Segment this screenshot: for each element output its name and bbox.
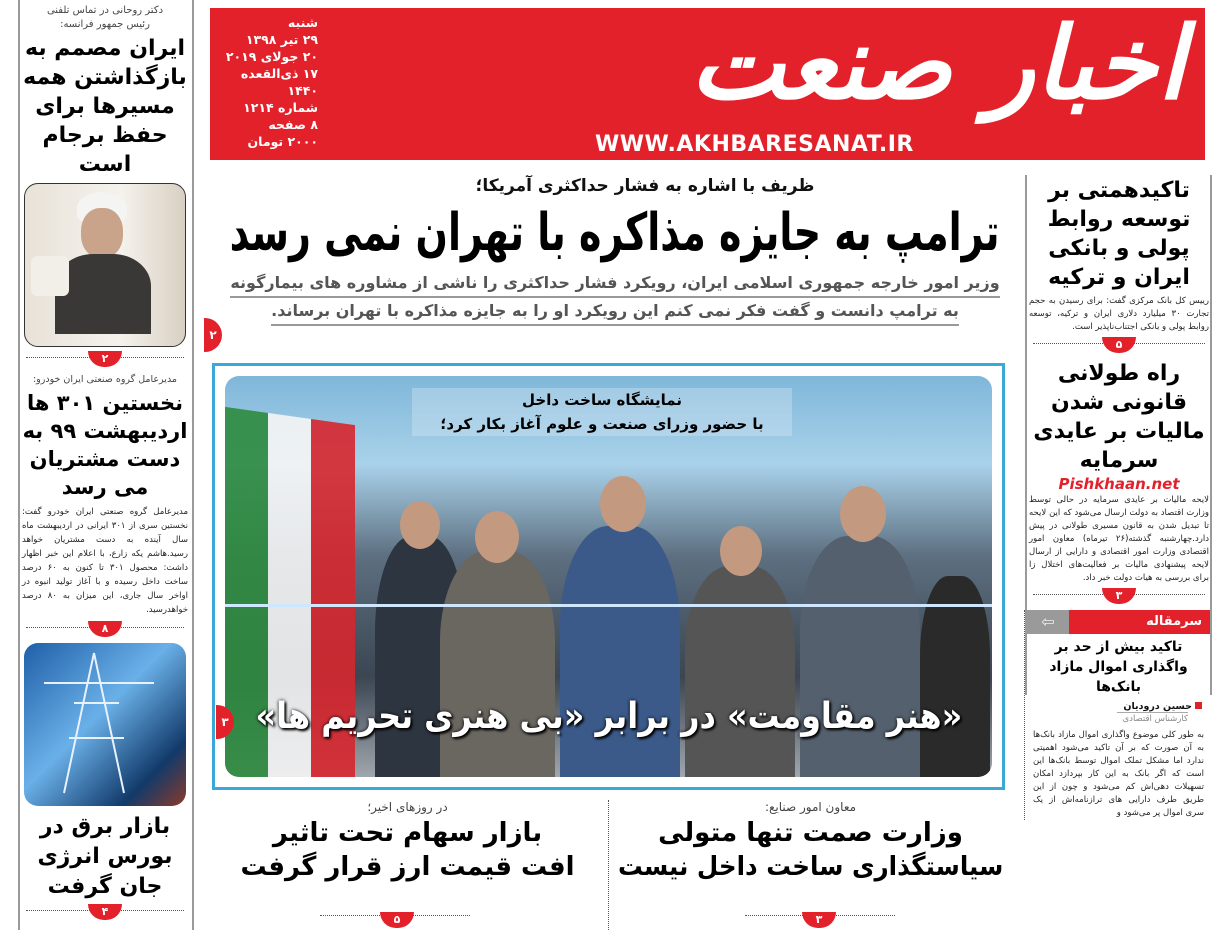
page-ref[interactable]: ۳ xyxy=(802,912,836,928)
website-url[interactable]: WWW.AKHBARESANAT.IR xyxy=(595,132,914,157)
headline: راه طولانی قانونی شدن مالیات بر عایدی سرمایه xyxy=(1033,361,1205,473)
page-ref[interactable]: ۳ xyxy=(216,705,234,739)
caption-kicker: نمایشگاه ساخت داخل xyxy=(522,391,682,409)
editorial-header xyxy=(1027,610,1210,634)
headline-row xyxy=(215,850,600,884)
column-rule xyxy=(18,0,20,930)
article-body: رییس کل بانک مرکزی گفت: برای رسیدن به حجم تجارت ۳۰ میلیارد دلاری ایران و ترکیه، توسعه روابط پولی و بانکی اجتناب‌ناپذیر است. xyxy=(1029,296,1209,332)
newspaper-logo: اخبار صنعت xyxy=(690,5,1185,122)
photo-caption xyxy=(412,388,792,436)
caption-row xyxy=(412,388,792,412)
page-ref-row xyxy=(1029,588,1209,610)
headline: وزارت صمت تنها متولی xyxy=(658,818,963,848)
kicker: معاون امور صنایع: xyxy=(764,800,857,814)
author-role: کارشناس اقتصادی xyxy=(1117,712,1188,724)
caption-row xyxy=(412,412,792,436)
editorial-label: سرمقاله xyxy=(1069,610,1210,634)
left-article-1[interactable] xyxy=(22,4,188,179)
date-gregorian: ۲۰ جولای ۲۰۱۹ xyxy=(225,49,318,64)
caption-subtitle: با حضور وزرای صنعت و علوم آغاز بکار کرد؛ xyxy=(440,415,764,433)
author xyxy=(1027,701,1202,712)
headline-row xyxy=(618,850,1003,884)
watermark: Pishkhaan.net xyxy=(1058,475,1180,493)
main-headline: ترامپ به جایزه مذاکره با تهران نمی رسد xyxy=(229,203,1000,263)
page-ref-row xyxy=(22,351,188,373)
arrow-icon: ⇦ xyxy=(1027,610,1069,634)
page-ref[interactable]: ۵ xyxy=(380,912,414,928)
headline: بازار برق در بورس انرژی جان گرفت xyxy=(37,814,173,899)
kicker-row xyxy=(230,174,1000,198)
headline: تاکیدهمتی بر توسعه روابط پولی و بانکی ایران و ترکیه xyxy=(1047,178,1191,290)
kicker: در روزهای اخیر؛ xyxy=(367,800,448,814)
page-ref[interactable]: ۸ xyxy=(88,621,122,637)
headline-row xyxy=(215,816,600,850)
masthead xyxy=(210,5,1205,160)
headline: افت قیمت ارز قرار گرفت xyxy=(240,852,575,882)
power-tower-photo xyxy=(24,643,186,807)
article-body: لایحه مالیات بر عایدی سرمایه در حالی توسط وزارت اقتصاد به دولت ارسال می‌شود که این لایحه تا تبدیل شدن به قانون مسیری طولانی در پیش دارد.چهارشنبه گذشته(۲۶ تیرماه) معاون امور اقتصادی وزارت امور اقتصادی و دارایی از ارسال لایحه پیشنهادی مالیات بر فعالیت‌های اختلال زا برای بررسی به هیات دولت خبر داد. xyxy=(1029,495,1210,583)
page-ref-row xyxy=(1029,337,1209,359)
headline: سیاستگذاری ساخت داخل نیست xyxy=(617,852,1004,882)
main-article[interactable] xyxy=(230,174,1000,326)
photo-headline-text: «هنر مقاومت» در برابر «بی هنری تحریم ها» xyxy=(255,696,962,737)
page-ref[interactable]: ۵ xyxy=(1102,337,1136,353)
page-ref[interactable]: ۳ xyxy=(1102,588,1136,604)
page-ref[interactable]: ۴ xyxy=(88,904,122,920)
page-ref-row xyxy=(22,904,188,926)
page-ref-row xyxy=(22,621,188,643)
ribbon xyxy=(225,604,992,607)
article-body: مدیرعامل گروه صنعتی ایران خودرو گفت: نخستین سری از ۳۰۱ ایرانی در اردیبهشت ماه سال آینده به دست مشتریان خواهد رسید.هاشم یکه زارع، با اعلام این خبر اظهار داشت: محصول ۳۰۱ تا کنون به ۶۰ درصد ساخت داخل رسیده و با آغاز تولید انبوه در اواخر سال جاری، این میزان به ۸۰ درصد خواهدرسید. xyxy=(22,506,189,615)
headline: ایران مصمم به بازگذاشتن همه مسیرها برای حفظ برجام است xyxy=(23,36,187,177)
main-headline-row xyxy=(230,198,1000,268)
kicker: دکتر روحانی در تماس تلفنی xyxy=(46,5,164,16)
editorial[interactable] xyxy=(1024,610,1210,820)
issue-number: شماره ۱۲۱۴ xyxy=(243,100,318,115)
column-rule xyxy=(192,0,194,930)
power-tower-icon xyxy=(24,643,176,801)
issue-info xyxy=(218,14,318,150)
divider xyxy=(608,800,609,930)
editorial-body: به طور کلی موضوع واگذاری اموال مازاد بانک‌ها به آن صورت که بر آن تاکید می‌شود اهمیتی ندارد اما مشکل تملک اموال توسط بانک‌ها این است که اگر بانک به این کار بپردازد امکان تسهیلات دهی‌اش کم می‌شود و چون از این طریق طرف دارایی های ترازنامه‌اش از یک سری اموال پر می‌شود و xyxy=(1033,730,1204,818)
weekday: شنبه xyxy=(287,15,318,30)
featured-photo-box[interactable] xyxy=(212,363,1005,790)
price: ۲۰۰۰ تومان xyxy=(247,134,318,149)
lead xyxy=(230,270,1000,326)
page-ref[interactable]: ۲ xyxy=(88,351,122,367)
left-column xyxy=(22,4,188,926)
page-ref[interactable]: ۲ xyxy=(204,318,222,352)
page-count: ۸ صفحه xyxy=(268,117,318,132)
kicker: رئیس جمهور فرانسه: xyxy=(60,19,150,30)
right-column xyxy=(1029,176,1209,820)
date-persian: ۲۹ تیر ۱۳۹۸ xyxy=(245,32,318,47)
author-name: حسین درودیان xyxy=(1123,701,1192,712)
lead-line: به ترامپ دانست و گفت فکر نمی کنم این رویکرد او را به جایزه مذاکره با تهران برساند. xyxy=(271,298,959,326)
bottom-article-2[interactable] xyxy=(215,800,600,884)
column-rule xyxy=(1210,175,1212,695)
lead-row xyxy=(230,270,1000,298)
headline-row xyxy=(618,816,1003,850)
right-article-1[interactable] xyxy=(1029,176,1209,334)
editorial-headline: تاکید بیش از حد بر واگذاری اموال مازاد بانک‌ها xyxy=(1049,639,1188,695)
lead-line: وزیر امور خارجه جمهوری اسلامی ایران، رویکرد فشار حداکثری را ناشی از مشاوره های بیمارگونه xyxy=(230,270,999,298)
date-hijri: ۱۷ ذی‌القعده ۱۴۴۰ xyxy=(240,66,318,98)
kicker: مدیرعامل گروه صنعتی ایران خودرو: xyxy=(32,373,178,385)
bullet-icon xyxy=(1195,702,1202,709)
kicker: ظریف با اشاره به فشار حداکثری آمریکا؛ xyxy=(475,176,815,196)
left-article-3[interactable] xyxy=(22,812,188,902)
photo-headline xyxy=(255,696,962,737)
lead-row xyxy=(230,298,1000,326)
rouhani-photo xyxy=(24,183,186,347)
right-article-2[interactable] xyxy=(1029,359,1209,585)
headline: نخستین ۳۰۱ ها اردیبهشت ۹۹ به دست مشتریان می رسد xyxy=(22,390,188,499)
bottom-article-1[interactable] xyxy=(618,800,1003,884)
headline: بازار سهام تحت تاثیر xyxy=(272,818,543,848)
ribbon-cutting-photo xyxy=(225,376,992,777)
left-article-2[interactable] xyxy=(22,373,188,617)
